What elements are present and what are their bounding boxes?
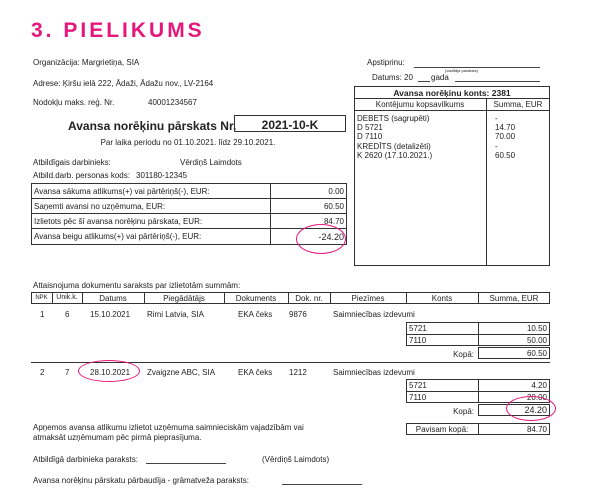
summary-label: Saņemti avansi no uzņēmuma, EUR: bbox=[34, 202, 166, 211]
docs-header-documents: Dokuments bbox=[235, 294, 277, 303]
summary-value: 0.00 bbox=[328, 187, 344, 196]
account-divider-2 bbox=[354, 110, 550, 111]
docs-header-date: Datums bbox=[99, 294, 127, 303]
summary-row-divider bbox=[31, 198, 347, 199]
account-divider-1 bbox=[354, 98, 550, 99]
grand-total-value: 84.70 bbox=[526, 425, 547, 434]
responsible-label: Atbildīgais darbinieks: bbox=[33, 158, 111, 167]
doc-row-unik: 7 bbox=[65, 368, 70, 377]
employee-sign-name: (Vērdiņš Laimdots) bbox=[262, 455, 330, 464]
doc-row-note: Saimniecības izdevumi bbox=[333, 368, 415, 377]
id-label: Atbild.darb. personas kods: bbox=[33, 171, 130, 180]
tax-number: 40001234567 bbox=[148, 98, 197, 107]
account-line-value: 70.00 bbox=[495, 132, 516, 141]
highlight-circle bbox=[296, 224, 346, 254]
summary-label: Avansa beigu atlikums(+) vai pārtēriņš(-), EUR: bbox=[34, 232, 202, 241]
doc-total-label: Kopā: bbox=[453, 350, 474, 359]
page-header-title: 3. PIELIKUMS bbox=[31, 19, 205, 42]
summary-value: 60.50 bbox=[323, 202, 344, 211]
commitment-line-1: Apņemos avansa atlikumu izlietot uzņēmuma saimnieciskām vajadzībām vai bbox=[33, 423, 304, 432]
report-number: 2021-10-K bbox=[261, 118, 319, 132]
address-line: Adrese: Ķiršu ielā 222, Ādaži, Ādažu nov., LV-2164 bbox=[33, 79, 214, 88]
account-line-value: - bbox=[495, 114, 498, 123]
highlight-circle bbox=[506, 396, 556, 421]
doc-row-date: 28.10.2021 bbox=[90, 368, 131, 377]
signature-caption: (vadītāja paraksts) bbox=[445, 68, 478, 73]
account-line-value: 14.70 bbox=[495, 123, 516, 132]
doc-row-npk: 2 bbox=[40, 368, 45, 377]
date-year-label: gada bbox=[431, 73, 449, 82]
accountant-signature-line bbox=[282, 484, 362, 485]
highlight-circle bbox=[78, 360, 140, 382]
doc-row-supplier: Rimi Latvia, SIA bbox=[147, 310, 204, 319]
doc-lines-row-divider bbox=[406, 391, 550, 392]
doc-line-amount: 50.00 bbox=[526, 336, 547, 345]
summary-col-divider bbox=[270, 183, 271, 245]
account-line: D 5721 bbox=[357, 123, 383, 132]
doc-lines-row-divider bbox=[406, 334, 550, 335]
account-line: KREDĪTS (detalizēti) bbox=[357, 142, 431, 151]
summary-row-divider bbox=[31, 213, 347, 214]
doc-line-account: 5721 bbox=[409, 324, 427, 333]
organization-line: Organizācija: Margrietiņa, SIA bbox=[33, 58, 140, 67]
docs-header-notes: Piezīmes bbox=[351, 294, 385, 303]
tax-label: Nodokļu maks. reģ. Nr. bbox=[33, 98, 115, 107]
docs-header-docno: Dok. nr. bbox=[295, 294, 323, 303]
account-line: K 2620 (17.10.2021.) bbox=[357, 151, 433, 160]
docs-header-supplier: Piegādātājs bbox=[163, 294, 205, 303]
report-period: Par laika periodu no 01.10.2021. līdz 29.10.2021. bbox=[100, 138, 276, 147]
checked-label: Avansa norēķinu pārskatu pārbaudīja - grāmatveža paraksts: bbox=[33, 476, 249, 485]
doc-line-account: 7110 bbox=[409, 393, 427, 402]
commitment-line-2: atmaksāt uzņēmumam pēc pirmā pieprasījuma. bbox=[33, 433, 202, 442]
summary-value: 84.70 bbox=[323, 217, 344, 226]
summary-label: Izlietots pēc šī avansa norēķinu pārskata, EUR: bbox=[34, 217, 203, 226]
doc-line-amount: 20.00 bbox=[526, 393, 547, 402]
doc-row-date: 15.10.2021 bbox=[90, 310, 131, 319]
doc-row-doc: EKA čeks bbox=[238, 368, 273, 377]
account-col-sum: Summa, EUR bbox=[493, 100, 543, 109]
account-title: Avansa norēķinu konts: 2381 bbox=[393, 88, 511, 98]
doc-row-docno: 9876 bbox=[289, 310, 307, 319]
docs-header-npk: NPK bbox=[35, 295, 48, 301]
id-value: 301180-12345 bbox=[136, 171, 188, 180]
account-col-divider bbox=[486, 98, 487, 266]
doc-total-value: 60.50 bbox=[526, 349, 547, 358]
summary-value-final: -24.20 bbox=[318, 232, 344, 242]
account-line-value: - bbox=[495, 142, 498, 151]
doc-line-amount: 10.50 bbox=[526, 324, 547, 333]
doc-row-note: Saimniecības izdevumi bbox=[333, 310, 415, 319]
doc-row-doc: EKA čeks bbox=[238, 310, 273, 319]
account-col-corr: Kontējumu kopsavilkums bbox=[375, 100, 465, 109]
employee-signature-line bbox=[146, 463, 226, 464]
summary-row-divider bbox=[31, 228, 347, 229]
date-rest-line bbox=[455, 81, 540, 82]
doc-line-amount: 4.20 bbox=[531, 381, 547, 390]
doc-row-supplier: Zvaigzne ABC, SIA bbox=[147, 368, 216, 377]
account-line: DEBETS (sagrupēti) bbox=[357, 114, 430, 123]
doc-total-label: Kopā: bbox=[453, 407, 474, 416]
approved-label: Apstiprinu: bbox=[367, 58, 405, 67]
doc-line-account: 7110 bbox=[409, 336, 427, 345]
doc-line-account: 5721 bbox=[409, 381, 427, 390]
report-title: Avansa norēķinu pārskats Nr. bbox=[68, 119, 237, 133]
date-year-line bbox=[418, 81, 430, 82]
account-line-value: 60.50 bbox=[495, 151, 516, 160]
grand-total-label: Pavisam kopā: bbox=[415, 425, 469, 434]
approval-date-prefix: Datums: 20 bbox=[372, 73, 413, 82]
docs-header-accounts: Konts bbox=[431, 294, 453, 303]
docs-caption: Attaisnojuma dokumentu saraksts par izlietotām summām: bbox=[33, 281, 241, 290]
account-line: D 7110 bbox=[357, 132, 383, 141]
account-summary-box bbox=[354, 86, 550, 266]
doc-total-value: 24.20 bbox=[524, 405, 547, 415]
responsible-name: Vērdiņš Laimdots bbox=[180, 158, 242, 167]
doc-row-npk: 1 bbox=[40, 310, 45, 319]
doc-row-docno: 1212 bbox=[289, 368, 307, 377]
docs-header-unik: Unik.k. bbox=[56, 294, 78, 301]
employee-sign-label: Atbildīgā darbinieka paraksts: bbox=[33, 455, 138, 464]
doc-row-unik: 6 bbox=[65, 310, 70, 319]
summary-label: Avansa sākuma atlikums(+) vai pārtēriņš(-), EUR: bbox=[34, 187, 210, 196]
docs-header-amount: Summa, EUR bbox=[489, 294, 539, 303]
